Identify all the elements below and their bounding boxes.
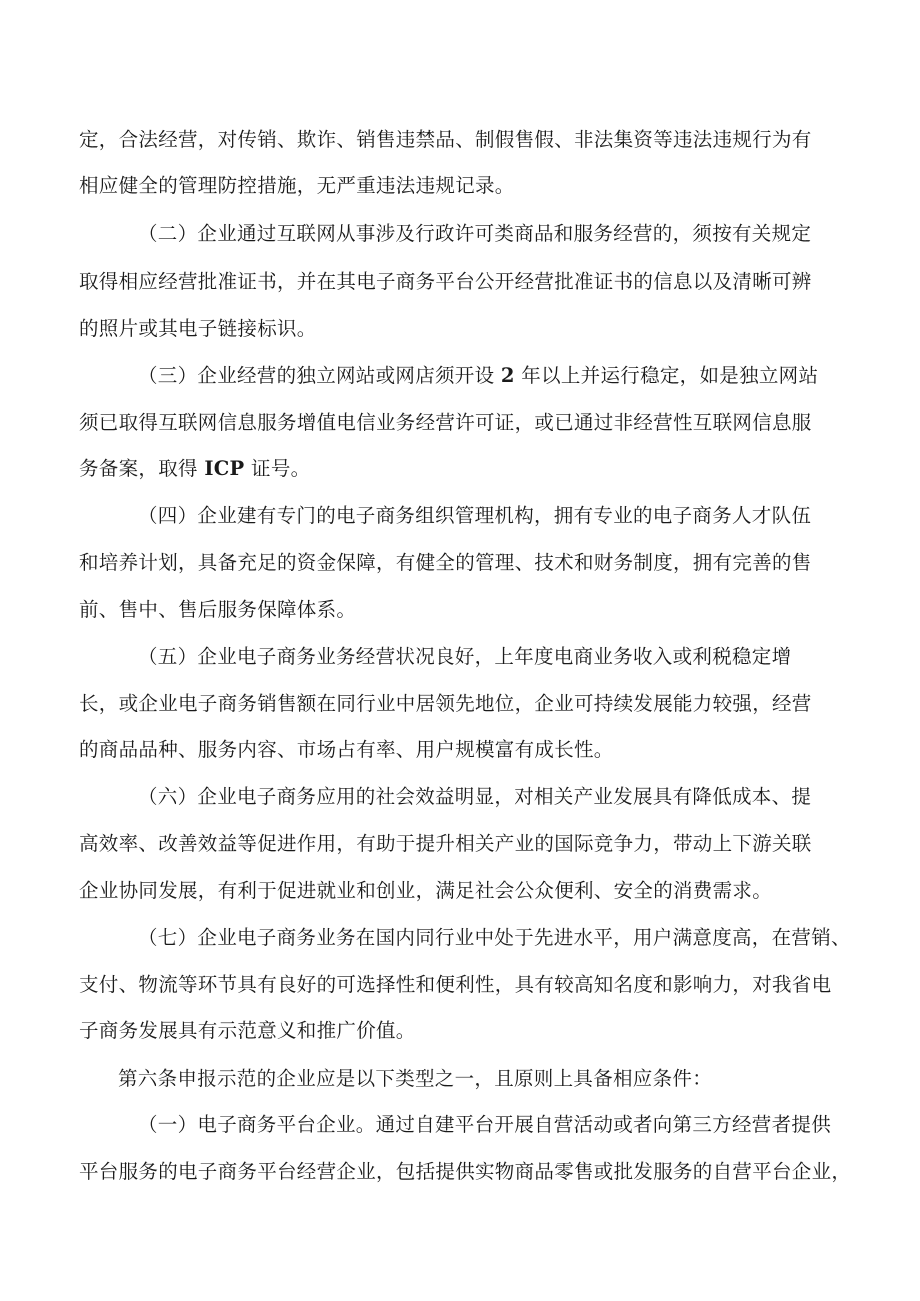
text-line: 支付、物流等环节具有良好的可选择性和便利性，具有较高知名度和影响力，对我省电: [79, 973, 832, 996]
text-line: （七）企业电子商务业务在国内同行业中处于先进水平，用户满意度高，在营销、: [138, 926, 851, 949]
text-line: 相应健全的管理防控措施，无严重违法违规记录。: [79, 174, 515, 197]
text-segment: （三）企业经营的独立网站或网店须开设: [138, 364, 501, 387]
text-line: 企业协同发展，有利于促进就业和创业，满足社会公众便利、安全的消费需求。: [79, 879, 773, 902]
text-line: （六）企业电子商务应用的社会效益明显，对相关产业发展具有降低成本、提: [138, 785, 812, 808]
text-line: 定，合法经营，对传销、欺诈、销售违禁品、制假售假、非法集资等违法违规行为有: [79, 128, 812, 151]
text-line: [79, 455, 310, 483]
text-segment-bold: 2: [500, 364, 515, 387]
text-segment: 务备案，取得: [79, 457, 205, 480]
text-line: 前、售中、售后服务保障体系。: [79, 598, 357, 621]
text-line: 高效率、改善效益等促进作用，有助于提升相关产业的国际竞争力，带动上下游关联: [79, 832, 812, 855]
text-line: 平台服务的电子商务平台经营企业，包括提供实物商品零售或批发服务的自营平台企业，: [79, 1160, 852, 1183]
text-line: （四）企业建有专门的电子商务组织管理机构，拥有专业的电子商务人才队伍: [138, 504, 812, 527]
text-line: （五）企业电子商务业务经营状况良好，上年度电商业务收入或利税稳定增: [138, 645, 792, 668]
text-line: 长，或企业电子商务销售额在同行业中居领先地位，企业可持续发展能力较强，经营: [79, 692, 812, 715]
text-line: 的照片或其电子链接标识。: [79, 317, 317, 340]
text-line: 的商品品种、服务内容、市场占有率、用户规模富有成长性。: [79, 738, 614, 761]
text-line: 须已取得互联网信息服务增值电信业务经营许可证，或已通过非经营性互联网信息服: [79, 411, 812, 434]
text-segment-bold: ICP: [204, 457, 245, 480]
text-line: [138, 362, 818, 390]
text-line: 子商务发展具有示范意义和推广价值。: [79, 1019, 416, 1042]
text-line: 取得相应经营批准证书，并在其电子商务平台公开经营批准证书的信息以及清晰可辨: [79, 270, 812, 293]
text-line: 第六条申报示范的企业应是以下类型之一，且原则上具备相应条件：: [118, 1067, 713, 1090]
text-line: （一）电子商务平台企业。通过自建平台开展自营活动或者向第三方经营者提供: [138, 1113, 832, 1136]
text-segment: 证号。: [244, 457, 311, 480]
text-line: 和培养计划，具备充足的资金保障，有健全的管理、技术和财务制度，拥有完善的售: [79, 551, 812, 574]
text-segment: 年以上并运行稳定，如是独立网站: [514, 364, 819, 387]
text-line: （二）企业通过互联网从事涉及行政许可类商品和服务经营的，须按有关规定: [138, 222, 812, 245]
